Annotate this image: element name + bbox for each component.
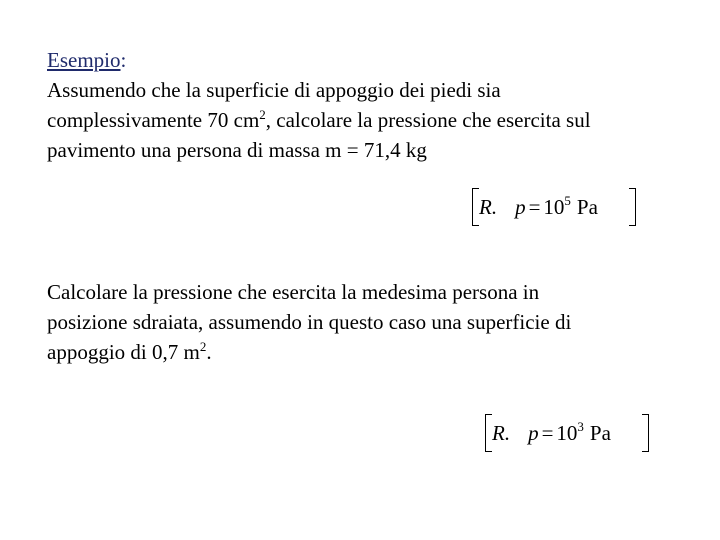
power-base: 10	[543, 195, 565, 219]
problem2-line-3	[47, 337, 707, 367]
pressure-unit: Pa	[576, 195, 598, 219]
example-2-text	[47, 277, 707, 367]
example-1-text	[47, 45, 707, 165]
equals-sign: =	[528, 195, 541, 219]
answer-1-formula	[479, 195, 626, 220]
power-exponent: 3	[577, 419, 584, 434]
answer-bracket-right	[642, 414, 649, 452]
area-exponent: 2	[259, 107, 266, 122]
problem2-line-1: Calcolare la pressione che esercita la medesima persona in	[47, 280, 540, 304]
area-value: complessivamente 70 cm	[47, 108, 260, 132]
problem-line-2-rest: , calcolare la pressione che esercita sul	[265, 108, 591, 132]
example-title-colon: :	[120, 48, 127, 72]
problem-line-2	[47, 105, 707, 135]
answer-label: R.	[492, 421, 511, 445]
answer-bracket-left	[472, 188, 479, 226]
power-exponent: 5	[564, 193, 571, 208]
answer-bracket-left	[485, 414, 492, 452]
area2-exponent: 2	[199, 339, 207, 354]
power-base: 10	[556, 421, 578, 445]
problem-line-1: Assumendo che la superficie di appoggio dei piedi sia	[47, 78, 501, 102]
area2-value: appoggio di 0,7 m	[47, 340, 200, 364]
problem2-line-2: posizione sdraiata, assumendo in questo caso una superficie di	[47, 310, 572, 334]
pressure-unit: Pa	[589, 421, 611, 445]
pressure-variable: p	[528, 421, 539, 445]
answer-bracket-right	[629, 188, 636, 226]
problem-line-3: pavimento una persona di massa m = 71,4 kg	[47, 138, 427, 162]
problem2-line-3-rest: .	[206, 340, 212, 364]
answer-2-formula	[492, 421, 639, 446]
answer-label: R.	[479, 195, 498, 219]
pressure-variable: p	[515, 195, 526, 219]
answer-1	[472, 188, 636, 226]
example-title-line	[47, 45, 707, 75]
example-title: Esempio	[47, 48, 121, 72]
equals-sign: =	[541, 421, 554, 445]
answer-2	[485, 414, 649, 452]
